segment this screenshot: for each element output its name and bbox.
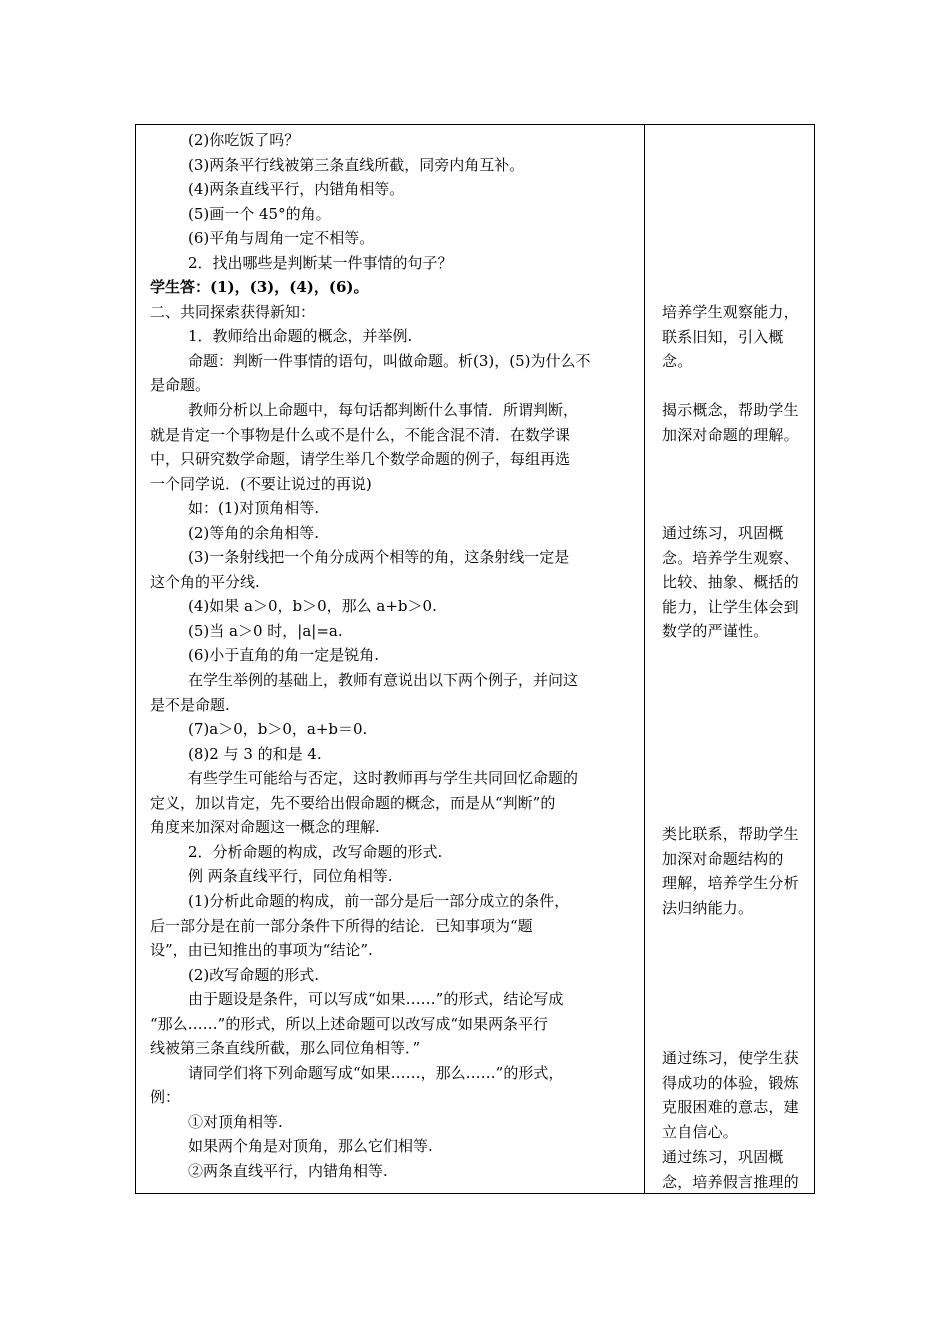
side-note-line: 揭示概念，帮助学生 <box>662 401 799 419</box>
content-line: 2．找出哪些是判断某一件事情的句子？ <box>188 253 453 272</box>
content-line: (7)a＞0，b＞0，a+b＝0. <box>188 720 368 739</box>
content-line: (3)一条射线把一个角分成两个相等的角，这条射线一定是 <box>188 548 570 567</box>
content-line: 例 两条直线平行，同位角相等. <box>188 867 393 886</box>
side-note-line: 立自信心。 <box>662 1122 739 1141</box>
content-line: 1．教师给出命题的概念，并举例. <box>188 327 413 346</box>
side-note-line: 通过练习，巩固概 <box>662 1148 784 1166</box>
content-line: (6)小于直角的角一定是锐角. <box>188 646 380 665</box>
side-note-line: 念。 <box>662 352 693 371</box>
content-line: (2)改写命题的形式. <box>188 965 320 984</box>
content-line: (3)两条平行线被第三条直线所截，同旁内角互补。 <box>188 155 525 174</box>
content-line: 就是肯定一个事物是什么或不是什么，不能含混不清．在数学课 <box>150 425 571 444</box>
content-line: 如果两个角是对顶角，那么它们相等. <box>188 1137 433 1156</box>
content-line: (2)你吃饭了吗？ <box>188 131 300 149</box>
side-note-2 <box>662 398 810 447</box>
content-line: 例： <box>150 1088 181 1107</box>
side-note-line: 数学的严谨性。 <box>662 622 769 641</box>
side-note-5 <box>662 1046 810 1144</box>
content-line: 是不是命题. <box>150 695 230 714</box>
side-note-3 <box>662 521 810 644</box>
side-note-line: 培养学生观察能力， <box>662 303 799 321</box>
content-line: 这个角的平分线. <box>150 572 260 591</box>
content-line: (4)两条直线平行，内错角相等。 <box>188 180 405 199</box>
content-line: 2．分析命题的构成，改写命题的形式. <box>188 842 443 861</box>
side-note-line: 克服困难的意志，建 <box>662 1098 799 1117</box>
content-line: 设”，由已知推出的事项为“结论”. <box>150 941 373 960</box>
content-line: 二、共同探索获得新知： <box>150 302 316 321</box>
content-line: (6)平角与周角一定不相等。 <box>188 229 375 248</box>
content-line: 一个同学说．(不要让说过的再说) <box>150 474 372 493</box>
content-line: 定义，加以肯定，先不要给出假命题的概念，而是从“判断”的 <box>150 793 556 812</box>
content-line: 后一部分是在前一部分条件下所得的结论．已知事项为“题 <box>150 916 533 935</box>
side-note-line: 理解，培养学生分析 <box>662 874 799 893</box>
side-note-1 <box>662 300 810 374</box>
content-line: “那么……”的形式，所以上述命题可以改写成“如果两条平行 <box>150 1014 549 1033</box>
side-note-line: 加深对命题的理解。 <box>662 425 799 444</box>
content-line: 由于题设是条件，可以写成“如果……”的形式，结论写成 <box>188 990 564 1009</box>
content-line: ①对顶角相等. <box>188 1112 283 1131</box>
column-divider <box>644 124 645 1194</box>
side-note-line: 念。培养学生观察、 <box>662 548 799 567</box>
side-note-line: 念，培养假言推理的 <box>662 1172 799 1191</box>
side-note-line: 比较、抽象、概括的 <box>662 573 799 592</box>
content-line: 角度来加深对命题这一概念的理解. <box>150 818 380 837</box>
lesson-content-column <box>150 128 640 1184</box>
content-line: 有些学生可能给与否定，这时教师再与学生共同回忆命题的 <box>188 769 579 788</box>
content-line: 是命题。 <box>150 376 211 395</box>
side-note-line: 通过练习，使学生获 <box>662 1049 799 1067</box>
side-note-line: 联系旧知，引入概 <box>662 327 784 346</box>
content-line: 学生答：(1)，(3)，(4)，(6)。 <box>150 278 369 297</box>
side-note-4 <box>662 822 810 920</box>
content-line: (8)2 与 3 的和是 4. <box>188 744 322 763</box>
side-note-line: 通过练习，巩固概 <box>662 524 784 542</box>
content-line: 如：(1)对顶角相等. <box>188 499 320 518</box>
content-line: (4)如果 a＞0，b＞0，那么 a+b＞0. <box>188 597 437 616</box>
content-line: 请同学们将下列命题写成“如果……，那么……”的形式， <box>188 1063 564 1082</box>
content-line: (5)当 a＞0 时，|a|=a. <box>188 621 343 640</box>
side-note-line: 类比联系，帮助学生 <box>662 825 799 843</box>
side-note-6 <box>662 1145 810 1194</box>
content-line: 线被第三条直线所截，那么同位角相等．” <box>150 1039 421 1058</box>
side-note-line: 能力，让学生体会到 <box>662 597 799 616</box>
side-note-line: 得成功的体验，锻炼 <box>662 1073 799 1092</box>
side-note-line: 法归纳能力。 <box>662 898 754 917</box>
content-line: 在学生举例的基础上，教师有意说出以下两个例子，并问这 <box>188 671 579 690</box>
content-line: (1)分析此命题的构成，前一部分是后一部分成立的条件， <box>188 891 570 910</box>
content-line: 中，只研究数学命题，请学生举几个数学命题的例子，每组再选 <box>150 450 571 469</box>
content-line: 教师分析以上命题中，每句话都判断什么事情．所谓判断， <box>188 401 579 420</box>
content-line: (2)等角的余角相等. <box>188 523 320 542</box>
content-line: ②两条直线平行，内错角相等. <box>188 1161 388 1180</box>
content-line: 命题：判断一件事情的语句，叫做命题。析(3)，(5)为什么不 <box>188 351 591 370</box>
side-note-line: 加深对命题结构的 <box>662 849 784 868</box>
content-line: (5)画一个 45°的角。 <box>188 204 331 223</box>
